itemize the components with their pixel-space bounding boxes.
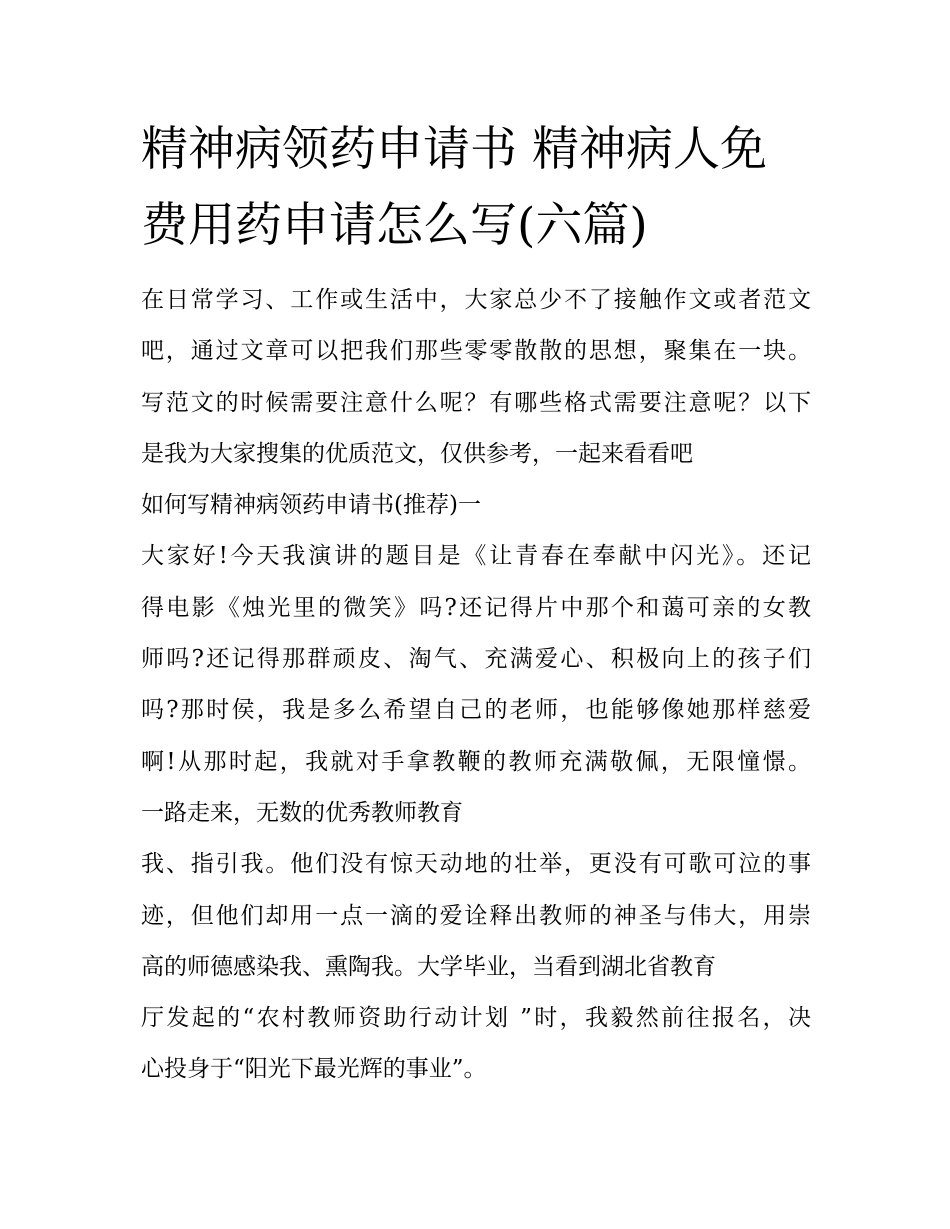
body-line: 大家好!今天我演讲的题目是《让青春在奉献中闪光》。还记 bbox=[141, 543, 811, 570]
title-line-1: 精神病领药申请书 精神病人免 bbox=[141, 122, 767, 177]
body-line: 厅发起的“农村教师资助行动计划 ”时，我毅然前往报名，决 bbox=[141, 1005, 811, 1032]
body-line: 一路走来，无数的优秀教师教育 bbox=[141, 799, 463, 826]
body-line: 得电影《烛光里的微笑》吗?还记得片中那个和蔼可亲的女教 bbox=[141, 594, 811, 621]
body-line: 心投身于“阳光下最光辉的事业”。 bbox=[141, 1056, 487, 1083]
body-line: 迹，但他们却用一点一滴的爱诠释出教师的神圣与伟大，用崇 bbox=[141, 902, 811, 929]
body-line: 是我为大家搜集的优质范文，仅供参考，一起来看看吧 bbox=[141, 440, 693, 467]
body-line: 师吗?还记得那群顽皮、淘气、充满爱心、积极向上的孩子们 bbox=[141, 646, 811, 673]
body-line: 写范文的时候需要注意什么呢？有哪些格式需要注意呢？以下 bbox=[141, 389, 811, 416]
section-heading: 如何写精神病领药申请书(推荐)一 bbox=[141, 492, 481, 519]
document-body bbox=[141, 275, 821, 1096]
body-line: 我、指引我。他们没有惊天动地的壮举，更没有可歌可泣的事 bbox=[141, 851, 811, 878]
title-line-2: 费用药申请怎么写(六篇) bbox=[141, 198, 648, 253]
body-line: 吧，通过文章可以把我们那些零零散散的思想，聚集在一块。 bbox=[141, 338, 811, 365]
body-line: 啊!从那时起，我就对手拿教鞭的教师充满敬佩，无限憧憬。 bbox=[141, 748, 811, 775]
body-line: 吗?那时侯，我是多么希望自己的老师，也能够像她那样慈爱 bbox=[141, 697, 811, 724]
body-line: 高的师德感染我、熏陶我。大学毕业，当看到湖北省教育 bbox=[141, 953, 716, 980]
body-line: 在日常学习、工作或生活中，大家总少不了接触作文或者范文 bbox=[141, 287, 811, 313]
document-title bbox=[141, 112, 821, 264]
